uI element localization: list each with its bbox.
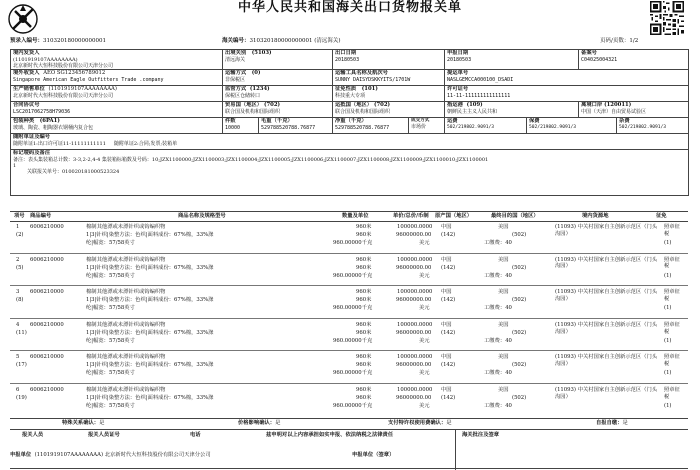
goods-tax-note: 工缴费：40	[484, 305, 512, 312]
goods-name: 棉制其他漂或未漂针织或钩编织物	[86, 289, 166, 296]
goods-levy: 照章征税	[664, 321, 680, 335]
goods-qty-2: 960米	[356, 395, 372, 401]
goods-origin-code: (142)	[441, 232, 456, 238]
goods-item-no: 5	[16, 354, 20, 361]
goods-origin-code: (142)	[441, 297, 456, 304]
goods-item-no: 6	[16, 387, 20, 393]
goods-qty-2: 960米	[356, 329, 372, 336]
goods-final-dest: 美国	[498, 387, 509, 393]
goods-qty-2: 960米	[356, 264, 372, 271]
goods-code: 6006210000	[30, 256, 64, 263]
goods-final-dest: 美国	[498, 354, 509, 361]
goods-spec: 1|3|针织|染整方法：色织|面料成份：67%棉，33%涤	[86, 395, 214, 401]
misc-cell: 杂费 502/219802.9091/3	[617, 118, 689, 134]
docs-cell: 随附单证及编号 随附单证1:出口许可证11-11111111111 随附单证2:合同;发票;装箱单	[11, 134, 689, 150]
goods-qty-1: 960米	[356, 387, 372, 393]
goods-currency: 美元	[419, 370, 430, 377]
goods-name: 棉制其他漂或未漂针织或钩编织物	[86, 387, 166, 393]
goods-levy-code: (1)	[664, 240, 672, 246]
goods-spec: 1|3|针织|染整方法：色织|面料成份：67%棉，33%涤	[86, 329, 214, 336]
goods-tax-note: 工缴费：40	[484, 337, 512, 344]
goods-row-divider	[10, 253, 688, 254]
declarant-label: 报关人员	[22, 432, 44, 438]
declaration-statement: 兹申明对以上内容承担如实申报、依法纳税之法律责任	[266, 432, 394, 438]
declaring-unit: 申报单位 (1101919107AAAAAAAA) 北京新时代大恒科技股份有限公司天津分公司	[10, 452, 211, 458]
goods-levy: 照章征税	[664, 224, 680, 237]
goods-code: 6006210000	[30, 224, 64, 230]
goods-qty-3: 960.00000千克	[333, 240, 373, 246]
dest-port-cell: 指运港 (109) 朝鲜民主主义人民共和	[445, 102, 579, 118]
price-impact-confirm: 价格影响确认：是	[238, 420, 281, 426]
goods-total-price: 96000000.00	[396, 329, 432, 336]
goods-code: 6006210000	[30, 354, 64, 361]
customs-note-label: 海关批注及签章	[462, 432, 500, 438]
goods-tax-note: 工缴费：40	[484, 272, 512, 279]
goods-item-no: 2	[16, 256, 20, 263]
goods-item-no: 4	[16, 321, 20, 328]
goods-levy-code: (1)	[664, 337, 672, 344]
goods-row-divider	[10, 285, 688, 286]
goods-tax-note: 工缴费：40	[484, 370, 512, 377]
goods-final-code: (502)	[512, 232, 527, 238]
levy-nature-cell: 征免性质 (101) 科技重大专项	[333, 86, 445, 102]
goods-qty-2: 960米	[356, 362, 372, 369]
goods-final-dest: 美国	[498, 224, 509, 230]
goods-final-dest: 美国	[498, 256, 509, 263]
goods-spec-cont: 纶|幅宽：57/58英寸	[86, 240, 135, 246]
goods-spec-cont: 纶|幅宽：57/58英寸	[86, 337, 135, 344]
goods-unit-price: 100000.0000	[397, 387, 433, 393]
goods-total-price: 96000000.00	[396, 232, 432, 238]
goods-final-code: (502)	[512, 264, 527, 271]
contract-cell: 合同协议号 LSC2017062758H79036	[11, 102, 223, 118]
goods-levy-code: (1)	[664, 305, 672, 312]
producer-cell: 生产销售单位 (1101919107AAAAAAAA) 北京新时代大恒科技股份有限公司天津分公司	[11, 86, 223, 102]
goods-levy: 照章征税	[664, 354, 680, 368]
goods-total-price: 96000000.00	[396, 395, 432, 401]
goods-levy: 照章征税	[664, 289, 680, 303]
goods-name: 棉制其他漂或未漂针织或钩编织物	[86, 256, 166, 263]
goods-total-price: 96000000.00	[396, 362, 432, 369]
goods-currency: 美元	[419, 240, 430, 246]
goods-origin-code: (142)	[441, 329, 456, 336]
goods-col-final: 最终目的国（地区）	[491, 213, 539, 219]
goods-levy-code: (1)	[664, 272, 672, 279]
goods-origin: 中国	[441, 321, 452, 328]
declare-date-cell: 申报日期 20180503	[445, 50, 579, 70]
goods-currency: 美元	[419, 305, 430, 312]
goods-currency: 美元	[419, 337, 430, 344]
self-declare-confirm: 自报自缴：是	[596, 420, 628, 426]
goods-row-divider	[10, 350, 688, 351]
goods-currency: 美元	[419, 403, 430, 409]
goods-origin: 中国	[441, 387, 452, 393]
insurance-cell: 保费 502/219802.9091/3	[527, 118, 617, 134]
goods-spec: 1|3|针织|染整方法：色织|面料成份：67%棉，33%涤	[86, 264, 214, 271]
goods-col-district: 境内货源地	[582, 213, 609, 219]
license-cell: 许可证号 11-11-111111111111111	[445, 86, 689, 102]
freight-cell: 运费 502/219802.9091/3	[445, 118, 527, 134]
goods-qty-1: 960米	[356, 321, 372, 328]
goods-spec-cont: 纶|幅宽：57/58英寸	[86, 370, 135, 377]
goods-col-code: 商品编号	[30, 213, 52, 219]
goods-district: (11093) 中关村国家自主创新示范区（门头沟园）	[555, 354, 658, 368]
goods-final-dest: 美国	[498, 321, 509, 328]
goods-district: (11093) 中关村国家自主创新示范区（门头沟园）	[555, 224, 658, 237]
export-date-cell: 出口日期 20180503	[333, 50, 445, 70]
goods-total-price: 96000000.00	[396, 264, 432, 271]
goods-qty-1: 960米	[356, 224, 372, 230]
goods-final-code: (502)	[512, 395, 527, 401]
shipper-cell: 境内发货人 (1101919107AAAAAAAA) 北京新时代大恒科技股份有限公司天津分公司	[11, 50, 223, 70]
goods-col-no: 项号	[14, 213, 25, 219]
goods-col-levy: 征免	[656, 213, 667, 219]
goods-qty-3: 960.00000千克	[333, 305, 373, 312]
record-no-cell: 备案号 C04025004321	[579, 50, 689, 70]
goods-levy: 照章征税	[664, 256, 680, 270]
page-number: 页码/页数：1/2	[600, 38, 639, 44]
goods-origin-code: (142)	[441, 264, 456, 271]
goods-district: (11093) 中关村国家自主创新示范区（门头沟园）	[555, 256, 658, 270]
phone-label: 电话	[190, 432, 201, 438]
goods-levy: 照章征税	[664, 387, 680, 400]
goods-qty-3: 960.00000千克	[333, 272, 373, 279]
special-relation-confirm: 特殊关系确认：是	[62, 420, 105, 426]
goods-item-sub: (11)	[16, 329, 27, 336]
goods-spec-cont: 纶|幅宽：57/58英寸	[86, 305, 135, 312]
exit-port-place-cell: 离境口岸 (120011) 中国（天津）自由贸易试验区	[579, 102, 689, 118]
marks-cell: 标记唛码及备注 备注：表头集装箱总计数：3-3,2-2,4-4 集装箱标箱数及号码：10;JZX1100000;JZX1100003;JZX1100004;JZX1100005;JZX1100006;JZX1100007;JZX1100008;JZX1100009;JZX1100010;JZX1100001 1 关联报关单号：010020181000523324	[11, 150, 689, 196]
goods-unit-price: 100000.0000	[397, 354, 433, 361]
goods-levy-code: (1)	[664, 403, 672, 409]
goods-district: (11093) 中关村国家自主创新示范区（门头沟园）	[555, 321, 658, 335]
document-title: 中华人民共和国海关出口货物报关单	[237, 0, 462, 15]
goods-spec: 1|3|针织|染整方法：色织|面料成份：67%棉，33%涤	[86, 297, 214, 304]
goods-final-dest: 美国	[498, 289, 509, 296]
unit-seal-label: 申报单位（签章）	[352, 452, 395, 458]
trade-country-cell: 贸易国（地区） (702) 联合国及机构和国际组织	[223, 102, 333, 118]
goods-origin-code: (142)	[441, 395, 456, 401]
goods-code: 6006210000	[30, 289, 64, 296]
goods-tax-note: 工缴费：40	[484, 403, 512, 409]
supervision-cell: 监管方式 (1234) 保税区仓储转口	[223, 86, 333, 102]
goods-item-sub: (8)	[16, 297, 24, 304]
goods-origin: 中国	[441, 224, 452, 230]
goods-tax-note: 工缴费：40	[484, 240, 512, 246]
dest-country-cell: 运抵国（地区） (702) 联合国及机构和国际组织	[333, 102, 445, 118]
package-cell: 包装种类 (6PA1) 玻璃、陶瓷、粗陶器衣钢桶内复合包	[11, 118, 223, 134]
goods-qty-3: 960.00000千克	[333, 403, 373, 409]
goods-spec: 1|3|针织|染整方法：色织|面料成份：67%棉，33%涤	[86, 232, 214, 238]
goods-name: 棉制其他漂或未漂针织或钩编织物	[86, 224, 166, 230]
goods-final-code: (502)	[512, 362, 527, 369]
goods-code: 6006210000	[30, 321, 64, 328]
goods-qty-3: 960.00000千克	[333, 370, 373, 377]
goods-col-price: 单价/总价/币制	[393, 213, 429, 219]
bill-cell: 提运单号 NASLGEMCCA000100_DSADI	[445, 70, 689, 86]
goods-levy-code: (1)	[664, 370, 672, 377]
goods-qty-2: 960米	[356, 232, 372, 238]
goods-name: 棉制其他漂或未漂针织或钩编织物	[86, 354, 166, 361]
goods-origin-code: (142)	[441, 362, 456, 369]
goods-unit-price: 100000.0000	[397, 256, 433, 263]
goods-qty-2: 960米	[356, 297, 372, 304]
goods-spec: 1|3|针织|染整方法：色织|面料成份：67%棉，33%涤	[86, 362, 214, 369]
pre-entry-number: 预录入编号：310320180000000001	[10, 38, 107, 44]
royalty-confirm: 支付特许权使用费确认：是	[388, 420, 452, 426]
goods-item-no: 3	[16, 289, 20, 296]
goods-col-origin: 原产国（地区）	[435, 213, 473, 219]
goods-origin: 中国	[441, 354, 452, 361]
vehicle-cell: 运输工具名称及航次号 SUNNY DAISYDSKKYITS/1701W	[333, 70, 445, 86]
goods-unit-price: 100000.0000	[397, 224, 433, 230]
goods-item-sub: (2)	[16, 232, 24, 238]
pieces-gross-cell: 件数 10000 毛重（千克） 529788520788.76877	[223, 118, 333, 134]
goods-qty-3: 960.00000千克	[333, 337, 373, 344]
goods-item-sub: (17)	[16, 362, 27, 369]
goods-col-name: 商品名称及规格型号	[178, 213, 226, 219]
goods-origin: 中国	[441, 289, 452, 296]
declarant-cert-label: 报关人员证号	[88, 432, 120, 438]
goods-item-sub: (19)	[16, 395, 27, 401]
goods-unit-price: 100000.0000	[397, 289, 433, 296]
qr-code-icon	[650, 1, 684, 35]
goods-item-sub: (5)	[16, 264, 24, 271]
goods-final-code: (502)	[512, 329, 527, 336]
customs-number: 海关编号：310320180000000001 (清远海关)	[222, 38, 341, 44]
exit-port-cell: 出境关别 (5103) 清远海关	[223, 50, 333, 70]
goods-item-no: 1	[16, 224, 20, 230]
goods-spec-cont: 纶|幅宽：57/58英寸	[86, 403, 135, 409]
goods-code: 6006210000	[30, 387, 64, 393]
goods-col-qty: 数量及单位	[342, 213, 369, 219]
transport-cell: 运输方式 (0) 非保税区	[223, 70, 333, 86]
goods-final-code: (502)	[512, 297, 527, 304]
goods-name: 棉制其他漂或未漂针织或钩编织物	[86, 321, 166, 328]
goods-spec-cont: 纶|幅宽：57/58英寸	[86, 272, 135, 279]
goods-currency: 美元	[419, 272, 430, 279]
goods-origin: 中国	[441, 256, 452, 263]
goods-row-divider	[10, 318, 688, 319]
goods-qty-1: 960米	[356, 354, 372, 361]
goods-qty-1: 960米	[356, 289, 372, 296]
consignee-cell: 境外收货人 AEO SG123456789012 Singapore American Eagle Outfitters Trade .company	[11, 70, 223, 86]
goods-district: (11093) 中关村国家自主创新示范区（门头沟园）	[555, 289, 658, 303]
goods-unit-price: 100000.0000	[397, 321, 433, 328]
goods-total-price: 96000000.00	[396, 297, 432, 304]
goods-row-divider	[10, 383, 688, 384]
goods-district: (11093) 中关村国家自主创新示范区（门头沟园）	[555, 387, 658, 400]
declaration-header-table	[10, 49, 689, 196]
goods-qty-1: 960米	[356, 256, 372, 263]
net-terms-cell: 净重（千克） 529788520788.76877 成交方式 市场价	[333, 118, 445, 134]
